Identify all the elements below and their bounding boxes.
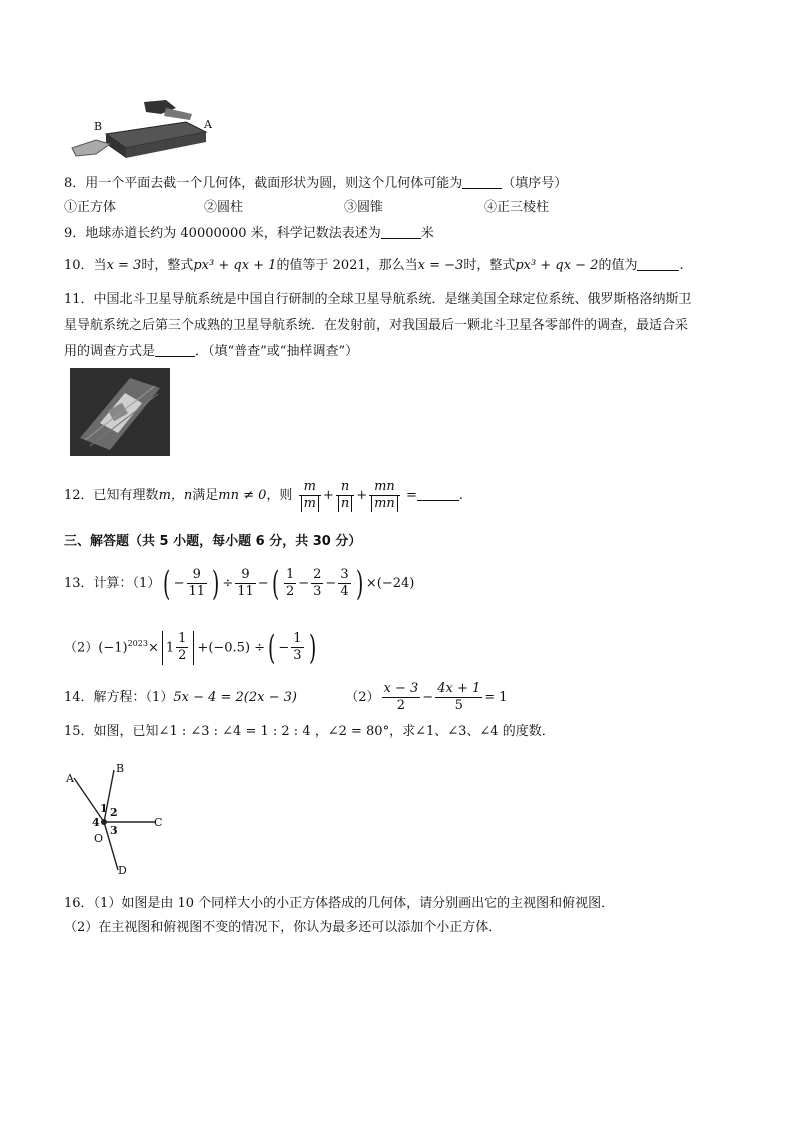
- denominator: 3: [293, 648, 302, 664]
- option-1: ①正方体: [64, 200, 117, 215]
- question-15: [64, 722, 555, 742]
- numerator: 3: [340, 567, 349, 582]
- text: 的值为: [598, 258, 638, 273]
- text: 当: [93, 258, 107, 273]
- operator: −: [278, 640, 290, 656]
- math-condition: mn ≠ 0: [218, 488, 267, 503]
- question-number: 8．: [64, 176, 86, 191]
- math-expression: px³ + qx − 2: [515, 258, 599, 273]
- paren: (: [163, 563, 171, 604]
- abs-bar: [162, 631, 163, 665]
- question-number: 16．: [64, 896, 94, 911]
- fraction: [369, 479, 400, 512]
- numerator: 4x + 1: [437, 681, 481, 696]
- paren: ): [212, 563, 220, 604]
- fraction: [435, 681, 482, 714]
- denominator: m: [301, 496, 319, 512]
- operator: ÷: [222, 576, 234, 591]
- operator: ×: [365, 576, 377, 591]
- denominator: n: [338, 496, 352, 512]
- angle-1-label: 1: [100, 802, 108, 815]
- answer-blank[interactable]: [381, 224, 421, 239]
- math-term: (−24): [376, 576, 415, 591]
- paren: (: [271, 563, 279, 604]
- question-text: 用一个平面去截一个几何体，截面形状为圆，则这个几何体可能为: [85, 176, 463, 191]
- label-b: B: [116, 762, 125, 775]
- question-text: （1）如图是由 10 个同样大小的小正方体搭成的几何体，请分别画出它的主视图和俯视图．: [93, 896, 615, 911]
- cutting-figure-svg: [66, 94, 216, 162]
- option-2: ②圆柱: [204, 200, 244, 215]
- operator: −: [422, 690, 434, 705]
- figure-label-b: B: [94, 120, 103, 133]
- question-text: 地球赤道长约为 40000000 米，科学记数法表述为: [85, 226, 381, 241]
- question-12: [64, 478, 463, 514]
- math-expression: px³ + qx + 1: [193, 258, 277, 273]
- question-number: 13．: [64, 576, 94, 591]
- text: 时，整式: [141, 258, 194, 273]
- text: ，则: [266, 488, 293, 503]
- option-4: ④正三棱柱: [484, 200, 550, 215]
- label-o: O: [94, 832, 104, 845]
- question-10: [64, 256, 684, 276]
- figure-label-a: A: [204, 118, 212, 131]
- equation: 5x − 4 = 2(2x − 3): [173, 690, 297, 705]
- question-13-part-1: [64, 564, 414, 604]
- label-a: A: [66, 772, 74, 785]
- fraction: [311, 567, 323, 600]
- question-14: [64, 680, 508, 716]
- text: 时，整式: [463, 258, 516, 273]
- math-vars: m，n: [158, 488, 193, 503]
- part-label: 解方程：（1）: [93, 690, 174, 705]
- question-number: 9．: [64, 226, 86, 241]
- operator: =: [405, 488, 417, 503]
- question-16-line-2: [64, 918, 501, 938]
- question-number: 11．: [64, 292, 94, 307]
- denominator: 3: [313, 584, 322, 599]
- denominator: 5: [454, 698, 463, 713]
- fraction: [291, 631, 303, 664]
- question-number: 15．: [64, 724, 94, 739]
- denominator: 11: [188, 584, 206, 599]
- numerator: 9: [187, 567, 208, 584]
- question-13-part-2: [64, 624, 319, 668]
- question-11-line-1: [64, 290, 692, 310]
- numerator: mn: [369, 479, 400, 496]
- fraction: [187, 567, 208, 600]
- power-base: (−1): [98, 640, 128, 656]
- text: 满足: [192, 488, 219, 503]
- angle-figure: [60, 760, 170, 882]
- operator: −: [298, 576, 310, 591]
- angle-4-label: 4: [92, 816, 100, 829]
- part-label: （2）: [345, 690, 380, 705]
- fraction: [284, 567, 296, 600]
- denominator: 2: [178, 648, 187, 664]
- numerator: 2: [313, 567, 322, 582]
- answer-blank[interactable]: [462, 174, 502, 189]
- fraction: [176, 631, 188, 664]
- denominator: 11: [237, 584, 254, 599]
- abs-bar: [193, 631, 194, 665]
- text: 已知有理数: [93, 488, 159, 503]
- numerator: 1: [178, 631, 187, 647]
- question-9: [64, 224, 434, 244]
- question-number: 14．: [64, 690, 94, 705]
- question-text: 中国北斗卫星导航系统是中国自行研制的全球卫星导航系统．是继美国全球定位系统、俄罗斯格洛纳斯卫: [93, 292, 692, 307]
- question-tail: （填序号）: [502, 176, 568, 191]
- denominator: 4: [340, 584, 349, 599]
- math-x-value: x = −3: [417, 258, 464, 273]
- fraction: [338, 567, 350, 600]
- part-label: 计算：（1）: [93, 576, 161, 591]
- text: 的值等于 2021，那么当: [276, 258, 418, 273]
- angle-2-label: 2: [110, 806, 118, 819]
- paren: ): [308, 627, 316, 668]
- fraction: [336, 479, 354, 512]
- numerator: 9: [235, 567, 256, 584]
- question-11-line-2: [64, 316, 688, 336]
- math-x-value: x = 3: [106, 258, 142, 273]
- satellite-photo-svg: [70, 368, 170, 456]
- answer-blank[interactable]: [637, 256, 679, 271]
- section-heading: 三、解答题（共 5 小题，每小题 6 分，共 30 分）: [64, 534, 362, 549]
- operator: ×: [147, 640, 159, 656]
- option-3: ③圆锥: [344, 200, 384, 215]
- answer-blank[interactable]: [417, 486, 459, 501]
- numerator: 1: [293, 631, 302, 647]
- power-exponent: 2023: [127, 639, 148, 648]
- text: .: [458, 488, 463, 503]
- question-number: 12．: [64, 488, 94, 503]
- question-text: （2）在主视图和俯视图不变的情况下，你认为最多还可以添加个小正方体．: [64, 920, 502, 935]
- operator: −: [257, 576, 269, 591]
- operator: −: [325, 576, 337, 591]
- fraction: [235, 567, 256, 600]
- paren: ): [355, 563, 363, 604]
- equation-tail: = 1: [484, 690, 508, 705]
- numerator: n: [336, 479, 354, 496]
- part-label: （2）: [64, 640, 99, 656]
- paren: (: [268, 627, 276, 668]
- answer-blank[interactable]: [155, 342, 195, 357]
- question-16-line-1: [64, 894, 614, 914]
- question-text: 如图，已知∠1 : ∠3 : ∠4 = 1 : 2 : 4 ，∠2 = 80°，求∠1、∠3、∠4 的度数．: [93, 724, 555, 739]
- question-8: [64, 174, 567, 194]
- numerator: x − 3: [383, 681, 419, 696]
- mixed-integer: 1: [165, 640, 175, 656]
- question-text: 星导航系统之后第三个成熟的卫星导航系统．在发射前，对我国最后一颗北斗卫星各零部件的调查，最适合采: [64, 318, 689, 333]
- label-d: D: [118, 864, 127, 877]
- denominator: 2: [285, 584, 295, 599]
- fraction: [299, 479, 321, 512]
- numerator: 1: [285, 567, 295, 582]
- operator: +: [356, 488, 368, 503]
- satellite-photo: [70, 368, 170, 456]
- question-number: 10．: [64, 258, 94, 273]
- operator: −: [173, 576, 185, 591]
- numerator: m: [299, 479, 321, 496]
- denominator: 2: [396, 698, 406, 713]
- fraction: [382, 681, 421, 714]
- question-text: ．（填“普查”或“抽样调查”）: [195, 344, 359, 359]
- text: .: [679, 258, 684, 273]
- question-text: 用的调查方式是: [64, 344, 156, 359]
- cutting-figure: [66, 94, 216, 162]
- denominator: mn: [371, 496, 398, 512]
- label-c: C: [154, 816, 163, 829]
- operator: +: [322, 488, 334, 503]
- question-11-line-3: [64, 342, 358, 362]
- question-tail: 米: [420, 226, 434, 241]
- angle-3-label: 3: [110, 824, 118, 837]
- math-term: +(−0.5) ÷: [197, 640, 266, 656]
